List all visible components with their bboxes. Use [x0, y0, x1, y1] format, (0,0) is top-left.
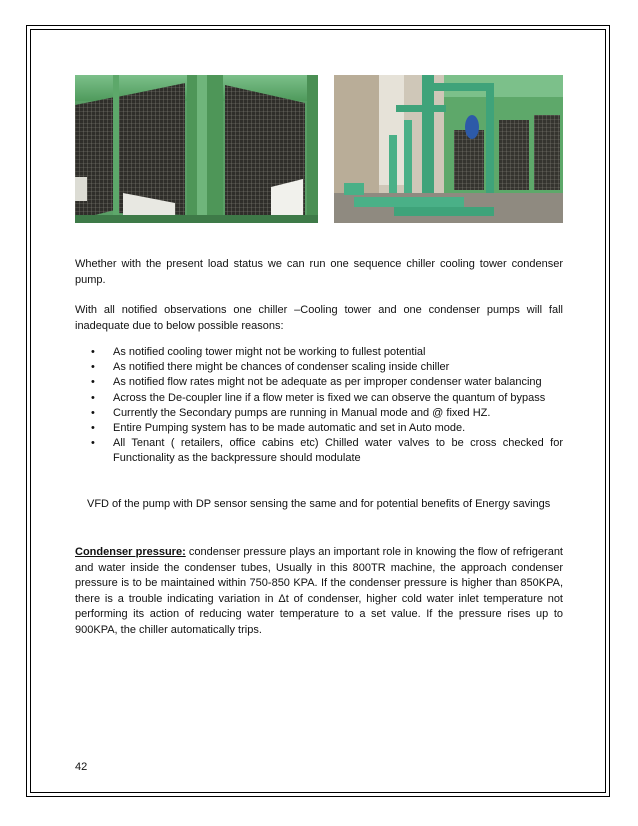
list-item: • Across the De-coupler line if a flow meter is fixed we can observe the quantum of bypass — [91, 391, 546, 404]
paragraph-condenser-pressure: Condenser pressure: condenser pressure plays an important role in knowing the flow of refrigerant and water inside the condenser tubes, Usually in this 800TR machine, the approach condenser pressure is to be maintained within 750-850 KPA. If the condenser pressure is higher than 850KPA, there is a trouble indicating variation in Δt of condenser, higher cold water inlet temperature not performing its action of reducing water temperature to a set value. If the pressure rises up to 900KPA, the chiller automatically trips. — [75, 546, 563, 636]
paragraph-observations: With all notified observations one chiller –Cooling tower and one condenser pumps will fall inadequate due to below possible reasons: — [75, 304, 563, 332]
condenser-pressure-heading: Condenser pressure: — [75, 546, 186, 558]
list-item: • As notified flow rates might not be adequate as per improper condenser water balancing — [91, 376, 542, 389]
paragraph-vfd: VFD of the pump with DP sensor sensing the same and for potential benefits of Energy savings — [87, 498, 551, 510]
reasons-list — [75, 345, 563, 467]
cooling-tower-louvers-photo — [75, 75, 318, 223]
paragraph-load-status: Whether with the present load status we can run one sequence chiller cooling tower condenser pump. — [75, 258, 563, 286]
list-item: • Entire Pumping system has to be made automatic and set in Auto mode. — [91, 422, 466, 435]
list-item: • As notified cooling tower might not be working to fullest potential — [91, 346, 426, 358]
cooling-tower-photo — [75, 75, 318, 223]
page-number: 42 — [75, 761, 88, 773]
list-item: • Currently the Secondary pumps are running in Manual mode and @ fixed HZ. — [91, 406, 491, 419]
list-item: • As notified there might be chances of condenser scaling inside chiller — [91, 361, 450, 374]
list-item: • All Tenant ( retailers, office cabins etc) Chilled water valves to be cross checked for Functionality as the backpressure should modulate — [91, 437, 563, 465]
condenser-pumps-pipes-photo — [334, 75, 563, 223]
condenser-pumps-photo — [334, 75, 563, 223]
